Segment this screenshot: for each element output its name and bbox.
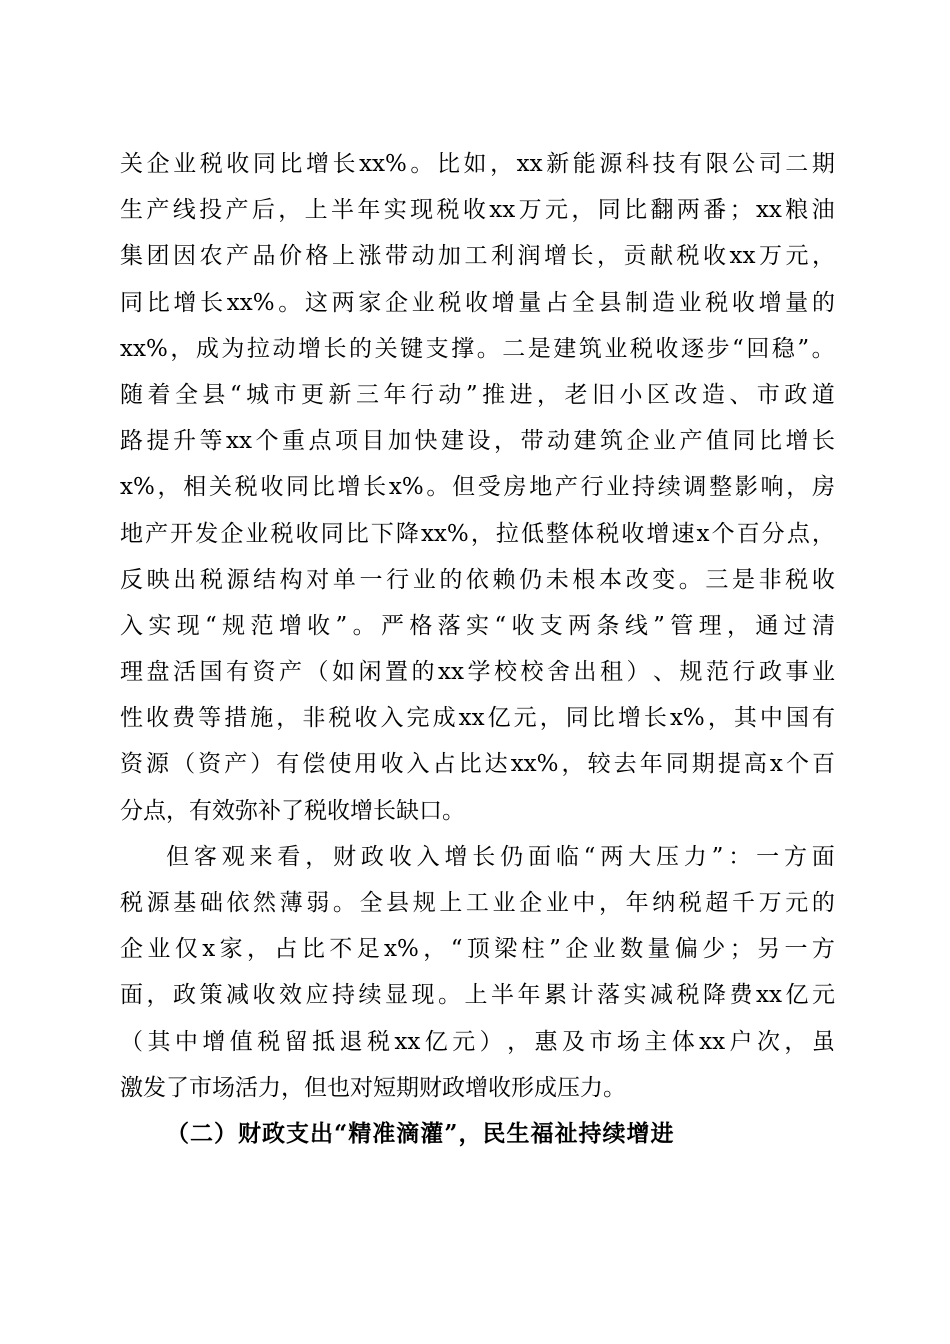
paragraph-line: 面 ， 政 策 减 收 效 应 持 续 显 现 。 上 半 年 累 计 落 实 减 税 降 费 xx 亿 元 — [120, 982, 835, 1009]
paragraph-line: （ 其 中 增 值 税 留 抵 退 税 xx 亿 元 ） ， 惠 及 市 场 主 体 xx 户 次 ， 虽 — [120, 1028, 835, 1055]
paragraph-line: 激发了市场活力，但也对短期财政增收形成压力。 — [120, 1074, 626, 1101]
paragraph-line: 路 提 升 等 xx 个 重 点 项 目 加 快 建 设 ， 带 动 建 筑 企 业 产 值 同 比 增 长 — [120, 428, 835, 455]
paragraph-line: 税 源 基 础 依 然 薄 弱 。 全 县 规 上 工 业 企 业 中 ， 年 纳 税 超 千 万 元 的 — [120, 890, 835, 916]
paragraph-line: 随 着 全 县 “ 城 市 更 新 三 年 行 动 ” 推 进 ， 老 旧 小 区 改 造 、 市 政 道 — [120, 381, 835, 408]
paragraph-line: 企 业 仅 x 家 ， 占 比 不 足 x% ， “ 顶 梁 柱 ” 企 业 数 量 偏 少 ； 另 一 方 — [120, 936, 835, 963]
paragraph-revenue-pressures — [120, 834, 835, 1111]
paragraph-line: x% ， 相 关 税 收 同 比 增 长 x% 。 但 受 房 地 产 行 业 持 续 调 整 影 响 ， 房 — [120, 474, 835, 501]
paragraph-line: 入 实 现 “ 规 范 增 收 ” 。 严 格 落 实 “ 收 支 两 条 线 ” 管 理 ， 通 过 清 — [120, 612, 835, 639]
paragraph-line: 反 映 出 税 源 结 构 对 单 一 行 业 的 依 赖 仍 未 根 本 改 变 。 三 是 非 税 收 — [120, 566, 835, 593]
paragraph-line: 资 源 （ 资 产 ） 有 偿 使 用 收 入 占 比 达 xx% ， 较 去 年 同 期 提 高 x 个 百 — [120, 751, 835, 778]
paragraph-line: 分点，有效弥补了税收增长缺口。 — [120, 797, 465, 824]
paragraph-line: xx% ， 成 为 拉 动 增 长 的 关 键 支 撑 。 二 是 建 筑 业 税 收 逐 步 “ 回 稳 ” 。 — [120, 335, 835, 362]
paragraph-line: 生 产 线 投 产 后 ， 上 半 年 实 现 税 收 xx 万 元 ， 同 比 翻 两 番 ； xx 粮 油 — [120, 197, 835, 224]
paragraph-revenue-details — [120, 141, 835, 834]
paragraph-line: 同 比 增 长 xx% 。 这 两 家 企 业 税 收 增 量 占 全 县 制 造 业 税 收 增 量 的 — [120, 289, 835, 316]
paragraph-line: 理 盘 活 国 有 资 产 （ 如 闲 置 的 xx 学 校 校 舍 出 租 ） 、 规 范 行 政 事 业 — [120, 659, 835, 686]
section-heading: （二）财政支出“精准滴灌”，民生福祉持续增进 — [166, 1119, 675, 1147]
paragraph-line: 但 客 观 来 看 ， 财 政 收 入 增 长 仍 面 临 “ 两 大 压 力 ” ： 一 方 面 — [166, 843, 835, 870]
paragraph-line: 地 产 开 发 企 业 税 收 同 比 下 降 xx% ， 拉 低 整 体 税 收 增 速 x 个 百 分 点 ， — [120, 520, 835, 547]
document-body — [120, 141, 835, 1157]
paragraph-line: 性 收 费 等 措 施 ， 非 税 收 入 完 成 xx 亿 元 ， 同 比 增 长 x% ， 其 中 国 有 — [120, 705, 835, 732]
paragraph-line: 集 团 因 农 产 品 价 格 上 涨 带 动 加 工 利 润 增 长 ， 贡 献 税 收 xx 万 元 ， — [120, 243, 835, 270]
paragraph-line: 关 企 业 税 收 同 比 增 长 xx% 。 比 如 ， xx 新 能 源 科 技 有 限 公 司 二 期 — [120, 151, 835, 177]
